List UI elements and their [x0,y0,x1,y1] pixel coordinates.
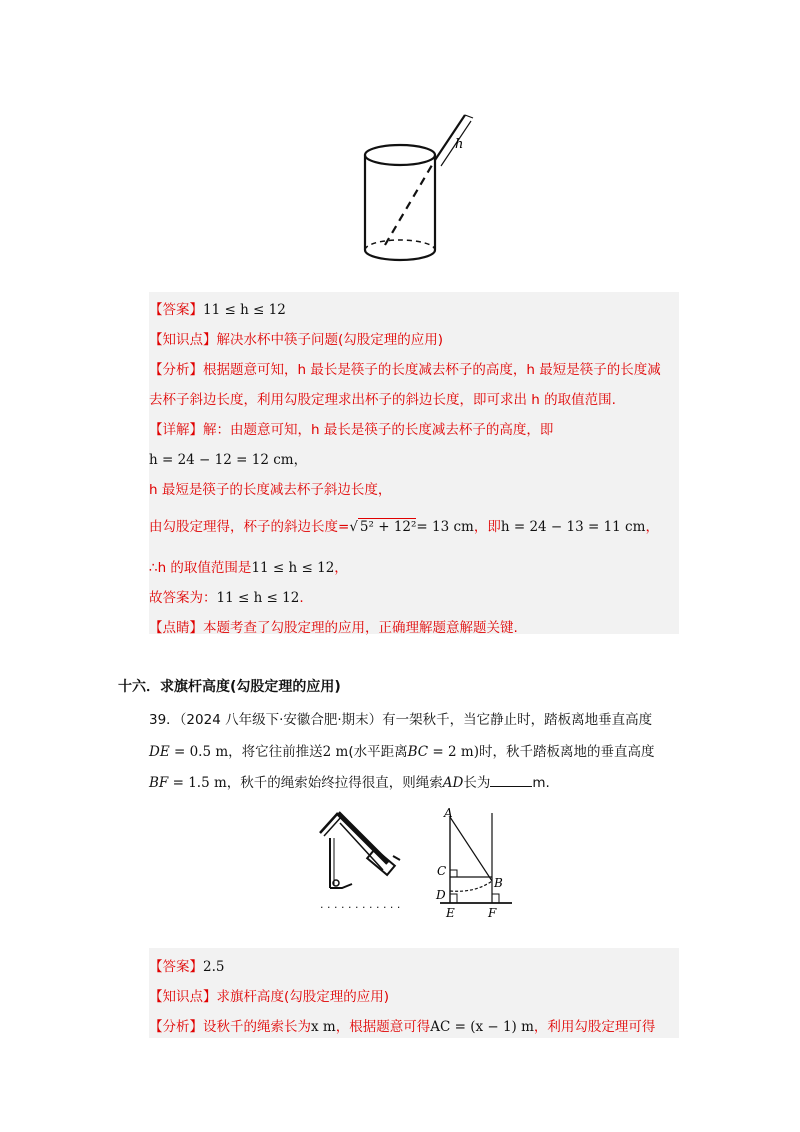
knowledge-line-2: 【知识点】求旗杆高度(勾股定理的应用) [149,989,390,1005]
label-D: D [436,888,446,902]
svg-text:· · · · · · · · · · · ·: · · · · · · · · · · · · [320,901,401,913]
detail-line-3: h 最短是筷子的长度减去杯子斜边长度， [149,482,392,498]
label-E: E [446,906,455,920]
question-line-3: BF = 1.5 m，秋千的绳索始终拉得很直，则绳索AD长为 m. [149,775,550,791]
comment-line: 【点睛】本题考查了勾股定理的应用，正确理解题意解题关键. [149,620,518,636]
section-title: 十六．求旗杆高度(勾股定理的应用) [118,679,341,695]
label-A: A [444,806,453,820]
knowledge-line: 【知识点】解决水杯中筷子问题(勾股定理的应用) [149,332,444,348]
label-C: C [437,864,447,878]
label-B: B [494,876,503,890]
question-line-2: DE = 0.5 m，将它往前推送2 m(水平距离BC = 2 m)时，秋千踏板离地的垂直高度 [149,744,655,760]
analysis-line-1: 【分析】根据题意可知，h 最长是筷子的长度减去杯子的高度，h 最短是筷子的长度减 [149,362,661,378]
swing-sketch-figure [318,808,408,913]
swing-geometry-figure [430,805,530,923]
h-label: h [455,137,464,152]
detail-line-4: 由勾股定理得，杯子的斜边长度=√ 5² + 12²= 13 cm，即h = 24 − 13 = 11 cm， [149,519,659,535]
question-line-1: 39．（2024 八年级下·安徽合肥·期末）有一架秋千，当它静止时，踏板离地垂直高度 [149,712,653,728]
label-F: F [488,906,497,920]
answer-line-2: 【答案】2.5 [149,959,225,975]
detail-line-6: 故答案为：11 ≤ h ≤ 12. [149,590,304,606]
answer-blank [490,774,532,787]
analysis-line-2: 去杯子斜边长度，利用勾股定理求出杯子的斜边长度，即可求出 h 的取值范围. [149,392,616,408]
analysis-line-2b: 【分析】设秋千的绳索长为x m，根据题意可得AC = (x − 1) m，利用勾股定理可得 [149,1019,656,1035]
answer-line: 【答案】11 ≤ h ≤ 12 [149,302,286,318]
detail-line-1: 【详解】解：由题意可知，h 最长是筷子的长度减去杯子的高度，即 [149,422,554,438]
cup-chopstick-figure [355,110,490,275]
detail-line-2: h = 24 − 12 = 12 cm， [149,452,308,468]
detail-line-5: ∴h 的取值范围是11 ≤ h ≤ 12， [149,560,348,576]
